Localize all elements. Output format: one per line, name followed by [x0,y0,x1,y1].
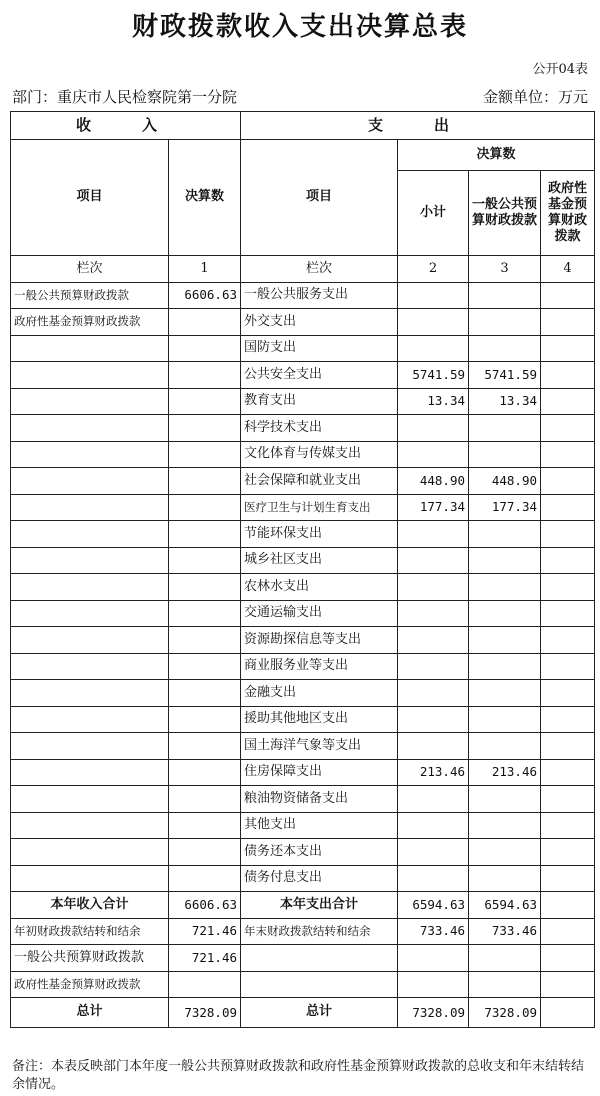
expense-fund [541,865,595,892]
expense-subtotal: 5741.59 [398,362,469,389]
col-index-3: 3 [469,256,541,283]
expense-fund [541,441,595,468]
grand-total-fund [541,998,595,1028]
expense-item: 公共安全支出 [241,362,398,389]
expense-item: 粮油物资储备支出 [241,786,398,813]
income-item [11,388,169,415]
table-row [11,574,595,601]
income-item [11,865,169,892]
expense-fund [541,574,595,601]
income-amount [169,680,241,707]
begin-general-label: 一般公共预算财政拨款 [11,945,169,972]
expense-fund [541,680,595,707]
income-amount [169,786,241,813]
begin-balance-label: 年初财政拨款结转和结余 [11,918,169,945]
expense-general [469,733,541,760]
table-row [11,812,595,839]
income-item [11,521,169,548]
table-row [11,706,595,733]
table-row [11,441,595,468]
grand-total-expense-label: 总计 [241,998,398,1028]
expense-item: 城乡社区支出 [241,547,398,574]
expense-item: 债务付息支出 [241,865,398,892]
table-row [11,653,595,680]
expense-fund [541,786,595,813]
income-amount [169,653,241,680]
subtotal-header: 小计 [398,171,469,256]
income-amount [169,812,241,839]
income-item [11,759,169,786]
table-row [11,733,595,760]
expense-fund [541,706,595,733]
expense-general: 177.34 [469,494,541,521]
table-row [11,627,595,654]
expense-fund [541,653,595,680]
expense-subtotal [398,786,469,813]
grand-total-subtotal: 7328.09 [398,998,469,1028]
income-amount [169,441,241,468]
expense-item: 其他支出 [241,812,398,839]
income-amount [169,547,241,574]
begin-general-value: 721.46 [169,945,241,972]
expense-fund [541,600,595,627]
income-amount [169,362,241,389]
income-amount [169,574,241,601]
end-balance-subtotal: 733.46 [398,918,469,945]
expense-fund [541,282,595,309]
expense-general [469,282,541,309]
income-amount [169,388,241,415]
footnote: 备注：本表反映部门本年度一般公共预算财政拨款和政府性基金预算财政拨款的总收支和年末结转结余情况。 [12,1059,585,1092]
expense-subtotal [398,415,469,442]
expense-item: 科学技术支出 [241,415,398,442]
expense-fund [541,494,595,521]
expense-fund [541,468,595,495]
expense-subtotal [398,706,469,733]
table-row [11,335,595,362]
col-label-income: 栏次 [11,256,169,283]
budget-table [10,111,595,1028]
income-final-header: 决算数 [169,140,241,256]
grand-total-income-label: 总计 [11,998,169,1028]
expense-total-fund [541,892,595,919]
expense-general [469,706,541,733]
expense-total-subtotal: 6594.63 [398,892,469,919]
table-row [11,759,595,786]
col-index-4: 4 [541,256,595,283]
table-row [11,786,595,813]
expense-item: 住房保障支出 [241,759,398,786]
expense-general: 5741.59 [469,362,541,389]
expense-subtotal [398,812,469,839]
table-row [11,521,595,548]
expense-subtotal: 213.46 [398,759,469,786]
income-item [11,600,169,627]
table-row [11,415,595,442]
expense-item: 国防支出 [241,335,398,362]
expense-subtotal [398,309,469,336]
expense-general [469,786,541,813]
expense-fund [541,335,595,362]
income-amount [169,759,241,786]
table-row [11,309,595,336]
amount-unit-label: 金额单位：万元 [482,88,588,106]
income-total-value: 6606.63 [169,892,241,919]
end-balance-general: 733.46 [469,918,541,945]
expense-item: 国土海洋气象等支出 [241,733,398,760]
income-item [11,706,169,733]
expense-item: 社会保障和就业支出 [241,468,398,495]
expense-general: 13.34 [469,388,541,415]
grand-total-income-value: 7328.09 [169,998,241,1028]
grand-total-general: 7328.09 [469,998,541,1028]
expense-subtotal [398,600,469,627]
expense-item: 农林水支出 [241,574,398,601]
end-balance-label: 年末财政拨款结转和结余 [241,918,398,945]
department-label: 部门：重庆市人民检察院第一分院 [12,88,238,106]
col-label-expense: 栏次 [241,256,398,283]
general-budget-header: 一般公共预算财政拨款 [469,171,541,256]
income-amount [169,494,241,521]
expense-general [469,415,541,442]
expense-fund [541,521,595,548]
income-item [11,653,169,680]
page-title: 财政拨款收入支出决算总表 [131,12,468,42]
expense-subtotal [398,627,469,654]
expense-item: 交通运输支出 [241,600,398,627]
expense-subtotal [398,335,469,362]
expense-item: 一般公共服务支出 [241,282,398,309]
expense-fund [541,362,595,389]
expense-item: 文化体育与传媒支出 [241,441,398,468]
income-amount [169,865,241,892]
expense-general [469,521,541,548]
expense-general [469,335,541,362]
expense-subtotal [398,547,469,574]
begin-fund-label: 政府性基金预算财政拨款 [11,971,169,998]
expense-general [469,441,541,468]
income-amount [169,733,241,760]
col-index-2: 2 [398,256,469,283]
expense-general [469,627,541,654]
income-item [11,362,169,389]
income-amount [169,706,241,733]
expense-item: 债务还本支出 [241,839,398,866]
income-item [11,441,169,468]
expense-fund [541,812,595,839]
expense-subtotal [398,865,469,892]
table-row [11,282,595,309]
income-total-label: 本年收入合计 [11,892,169,919]
income-amount [169,839,241,866]
expense-general: 213.46 [469,759,541,786]
income-header: 收 入 [11,112,241,140]
income-amount [169,627,241,654]
expense-general [469,865,541,892]
table-row [11,547,595,574]
end-balance-fund [541,918,595,945]
expense-subtotal [398,733,469,760]
expense-fund [541,415,595,442]
table-row [11,388,595,415]
expense-subtotal [398,574,469,601]
expense-general [469,680,541,707]
expense-general [469,309,541,336]
begin-balance-value: 721.46 [169,918,241,945]
income-item [11,547,169,574]
expense-subtotal: 177.34 [398,494,469,521]
table-row [11,600,595,627]
income-item [11,839,169,866]
income-item-header: 项目 [11,140,169,256]
income-amount [169,309,241,336]
income-amount [169,468,241,495]
expense-item: 资源勘探信息等支出 [241,627,398,654]
expense-item: 金融支出 [241,680,398,707]
income-item [11,335,169,362]
table-row [11,362,595,389]
income-item: 政府性基金预算财政拨款 [11,309,169,336]
table-row [11,468,595,495]
expense-general [469,653,541,680]
expense-total-label: 本年支出合计 [241,892,398,919]
expense-fund [541,627,595,654]
table-row [11,494,595,521]
income-item [11,627,169,654]
income-item [11,415,169,442]
expense-fund [541,759,595,786]
final-amount-header: 决算数 [398,140,595,171]
expense-subtotal [398,653,469,680]
income-amount [169,521,241,548]
income-amount [169,600,241,627]
expense-subtotal [398,441,469,468]
table-row [11,680,595,707]
income-amount [169,335,241,362]
expense-subtotal [398,839,469,866]
gov-fund-header: 政府性基金预算财政拨款 [541,171,595,256]
form-number: 公开04表 [532,62,588,77]
income-amount: 6606.63 [169,282,241,309]
income-item [11,574,169,601]
expense-general [469,600,541,627]
expense-general: 448.90 [469,468,541,495]
expense-general [469,812,541,839]
income-item [11,733,169,760]
expense-fund [541,388,595,415]
expense-fund [541,309,595,336]
expense-total-general: 6594.63 [469,892,541,919]
expense-fund [541,733,595,760]
expense-subtotal: 448.90 [398,468,469,495]
expense-item-header: 项目 [241,140,398,256]
expense-subtotal: 13.34 [398,388,469,415]
income-item [11,494,169,521]
income-item [11,786,169,813]
expense-fund [541,839,595,866]
expense-general [469,547,541,574]
table-row [11,839,595,866]
expense-general [469,574,541,601]
expense-item: 外交支出 [241,309,398,336]
expense-general [469,839,541,866]
col-index-1: 1 [169,256,241,283]
expense-subtotal [398,680,469,707]
expense-item: 教育支出 [241,388,398,415]
expense-subtotal [398,521,469,548]
income-item [11,680,169,707]
expense-subtotal [398,282,469,309]
expense-item: 节能环保支出 [241,521,398,548]
table-row [11,865,595,892]
income-item: 一般公共预算财政拨款 [11,282,169,309]
expense-fund [541,547,595,574]
expense-item: 援助其他地区支出 [241,706,398,733]
expense-item: 商业服务业等支出 [241,653,398,680]
income-item [11,468,169,495]
income-item [11,812,169,839]
expense-header: 支 出 [241,112,595,140]
expense-item: 医疗卫生与计划生育支出 [241,494,398,521]
income-amount [169,415,241,442]
